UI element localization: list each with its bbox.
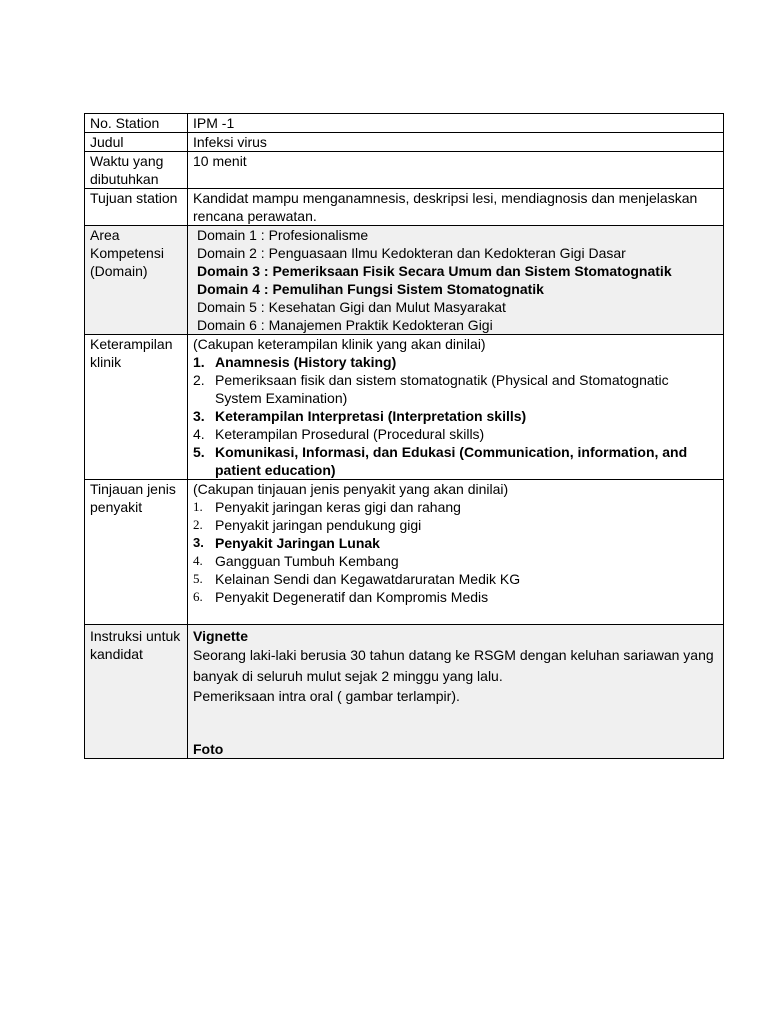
- skills-list: [193, 353, 718, 479]
- label-area-kompetensi: Area Kompetensi (Domain): [85, 226, 188, 335]
- row-tujuan: [85, 189, 724, 226]
- disease-text: Gangguan Tumbuh Kembang: [215, 553, 399, 569]
- disease-number: 1.: [193, 499, 203, 514]
- disease-text: Penyakit jaringan keras gigi dan rahang: [215, 499, 461, 515]
- disease-text: Kelainan Sendi dan Kegawatdaruratan Medik KG: [215, 571, 521, 587]
- disease-intro: (Cakupan tinjauan jenis penyakit yang akan dinilai): [193, 481, 509, 497]
- skill-item: [193, 371, 718, 407]
- label-tujuan: Tujuan station: [85, 189, 188, 226]
- domain-6: Domain 6 : Manajemen Praktik Kedokteran Gigi: [197, 317, 493, 333]
- skill-number: 2.: [193, 372, 205, 388]
- domain-1: Domain 1 : Profesionalisme: [197, 227, 369, 243]
- disease-item: [193, 570, 718, 588]
- label-keterampilan-klinik: Keterampilan klinik: [85, 335, 188, 480]
- vignette-heading: Vignette: [193, 628, 248, 644]
- skill-item: [193, 407, 718, 425]
- disease-item: [193, 498, 718, 516]
- disease-text: Penyakit jaringan pendukung gigi: [215, 517, 422, 533]
- label-station: No. Station: [85, 114, 188, 133]
- label-tinjauan-penyakit: Tinjauan jenis penyakit: [85, 480, 188, 625]
- value-tujuan: Kandidat mampu menganamnesis, deskripsi lesi, mendiagnosis dan menjelaskan rencana perawatan.: [188, 189, 724, 226]
- disease-item: [193, 588, 718, 606]
- disease-number: 5.: [193, 571, 203, 586]
- skill-text: Keterampilan Prosedural (Procedural skills): [215, 426, 485, 442]
- disease-number: 4.: [193, 553, 203, 568]
- domain-list: [188, 226, 724, 335]
- label-instruksi: Instruksi untuk kandidat: [85, 625, 188, 759]
- disease-text: Penyakit Degeneratif dan Kompromis Medis: [215, 589, 489, 605]
- skill-item: [193, 443, 718, 479]
- skill-item: [193, 353, 718, 371]
- value-waktu: 10 menit: [188, 152, 724, 189]
- domain-2: Domain 2 : Penguasaan Ilmu Kedokteran dan Kedokteran Gigi Dasar: [197, 245, 626, 261]
- disease-number: 6.: [193, 589, 203, 604]
- disease-cell: [188, 480, 724, 625]
- row-waktu: [85, 152, 724, 189]
- skill-number: 5.: [193, 444, 205, 460]
- skill-number: 3.: [193, 408, 205, 424]
- value-judul: Infeksi virus: [188, 133, 724, 152]
- row-area-kompetensi: [85, 226, 724, 335]
- disease-item: [193, 534, 718, 552]
- disease-number: 3.: [193, 535, 204, 550]
- row-judul: [85, 133, 724, 152]
- disease-item: [193, 516, 718, 534]
- disease-number: 2.: [193, 517, 203, 532]
- value-station: IPM -1: [188, 114, 724, 133]
- skill-text: Keterampilan Interpretasi (Interpretation skills): [215, 408, 527, 424]
- domain-3: Domain 3 : Pemeriksaan Fisik Secara Umum dan Sistem Stomatognatik: [197, 263, 672, 279]
- label-judul: Judul: [85, 133, 188, 152]
- station-table: [84, 113, 724, 759]
- skill-item: [193, 425, 718, 443]
- disease-item: [193, 552, 718, 570]
- skills-intro: (Cakupan keterampilan klinik yang akan dinilai): [193, 336, 486, 352]
- row-keterampilan-klinik: [85, 335, 724, 480]
- skill-number: 4.: [193, 426, 205, 442]
- skill-text: Anamnesis (History taking): [215, 354, 397, 370]
- vignette-exam: Pemeriksaan intra oral ( gambar terlampir).: [193, 688, 460, 704]
- vignette-spacer: [193, 707, 718, 740]
- disease-text: Penyakit Jaringan Lunak: [215, 535, 380, 551]
- skill-text: Komunikasi, Informasi, dan Edukasi (Communication, information, and patient education): [215, 444, 688, 478]
- row-station: [85, 114, 724, 133]
- skills-cell: [188, 335, 724, 480]
- foto-label: Foto: [193, 740, 224, 757]
- skill-number: 1.: [193, 354, 205, 370]
- vignette-cell: [188, 625, 724, 759]
- domain-4: Domain 4 : Pemulihan Fungsi Sistem Stomatognatik: [197, 281, 544, 297]
- skill-text: Pemeriksaan fisik dan sistem stomatognatik (Physical and Stomatognatic System Examination): [215, 372, 669, 406]
- vignette-text: Seorang laki-laki berusia 30 tahun datang ke RSGM dengan keluhan sariawan yang banyak di seluruh mulut sejak 2 minggu yang lalu.: [193, 647, 714, 684]
- disease-list: [193, 498, 718, 606]
- row-tinjauan-penyakit: [85, 480, 724, 625]
- domain-5: Domain 5 : Kesehatan Gigi dan Mulut Masyarakat: [197, 299, 506, 315]
- row-instruksi: [85, 625, 724, 759]
- label-waktu: Waktu yang dibutuhkan: [85, 152, 188, 189]
